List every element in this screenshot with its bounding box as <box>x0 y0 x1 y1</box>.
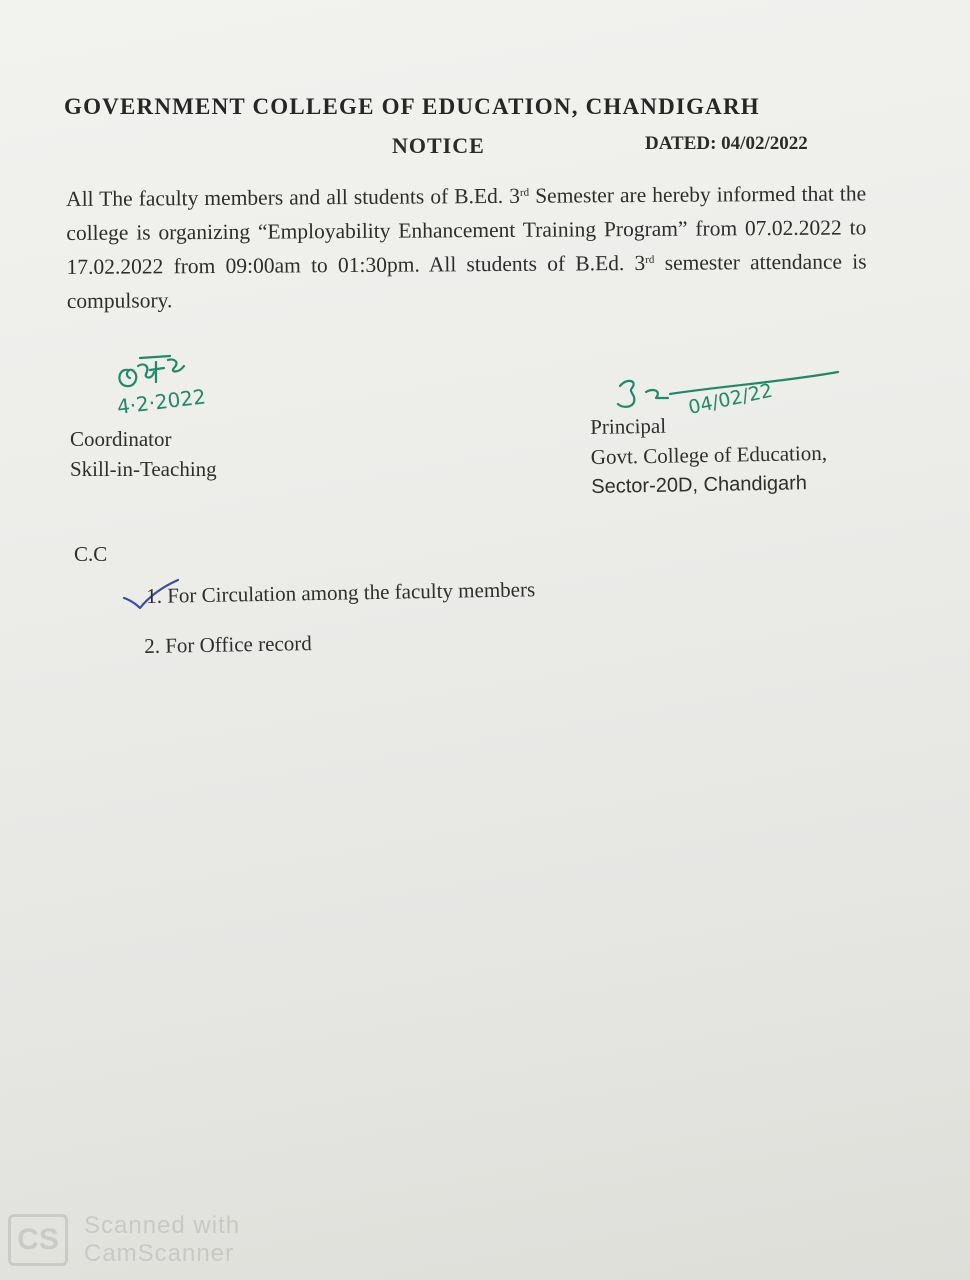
notice-body <box>66 176 867 318</box>
cc-item-circulation: 1. For Circulation among the faculty members <box>146 577 536 608</box>
camscanner-watermark-text <box>84 1212 240 1268</box>
notice-body-part-3: semester attendance is compulsory. <box>66 249 867 313</box>
principal-org-line-2: Sector-20D, Chandigarh <box>591 472 808 498</box>
coordinator-signature-icon <box>110 348 270 420</box>
notice-body-part-2: Semester are hereby informed that the college is organizing “Employability Enhancement Training Program” from 07.02.2022 to 17.02.2022 from 09:00am to 01:30pm. All students of B.Ed. 3 <box>66 181 867 279</box>
superscript-rd-2: rd <box>645 253 655 266</box>
notice-title: NOTICE <box>392 133 485 158</box>
coordinator-title: Coordinator <box>70 427 172 451</box>
camscanner-watermark <box>8 1212 268 1272</box>
principal-handwritten-date: 04/02/22 <box>686 379 775 419</box>
coordinator-department: Skill-in-Teaching <box>70 457 217 481</box>
principal-block <box>590 408 828 502</box>
superscript-rd-1: rd <box>519 186 530 199</box>
camscanner-logo-icon: CS <box>8 1214 68 1266</box>
institution-heading: GOVERNMENT COLLEGE OF EDUCATION, CHANDIGARH <box>64 94 760 119</box>
coordinator-block <box>70 424 217 484</box>
principal-org-line-1: Govt. College of Education, <box>590 440 828 469</box>
watermark-line-1: Scanned with <box>84 1212 241 1239</box>
notice-body-part-1: All The faculty members and all students of B.Ed. 3 <box>66 183 521 211</box>
cc-item-office-record: 2. For Office record <box>144 631 312 658</box>
watermark-line-2: CamScanner <box>84 1240 235 1267</box>
principal-title: Principal <box>590 413 667 439</box>
notice-date: DATED: 04/02/2022 <box>645 133 808 154</box>
cc-label: C.C <box>74 542 108 566</box>
coordinator-handwritten-date: 4·2·2022 <box>115 384 208 419</box>
